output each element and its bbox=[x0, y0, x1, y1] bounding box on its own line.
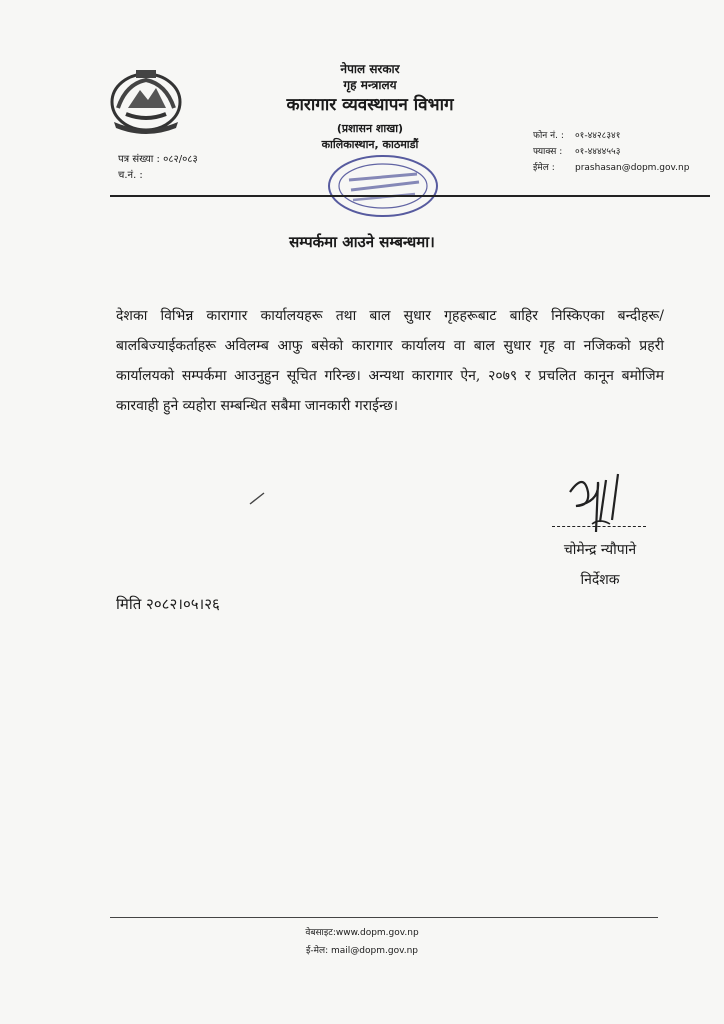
phone-label: फोन नं. : bbox=[533, 131, 564, 141]
office-address: कालिकास्थान, काठमाडौं bbox=[321, 138, 419, 151]
fax-label: फ्याक्स : bbox=[533, 147, 563, 157]
footer-website: वेबसाइट:www.dopm.gov.np bbox=[305, 928, 419, 938]
reference-block bbox=[118, 152, 198, 184]
letter-number: ०८२/०८३ bbox=[163, 154, 198, 165]
pen-mark bbox=[248, 490, 268, 506]
signature-icon bbox=[540, 462, 670, 582]
official-stamp-icon bbox=[323, 150, 443, 222]
signer-title: निर्देशक bbox=[580, 572, 620, 588]
signer-name: चोमेन्द्र न्यौपाने bbox=[563, 542, 637, 558]
letterhead bbox=[250, 62, 490, 152]
fax-number: ०१-४४४४५५३ bbox=[575, 147, 621, 157]
department-name: कारागार व्यवस्थापन विभाग bbox=[286, 95, 454, 115]
letter-number-label: पत्र संख्या : bbox=[118, 154, 160, 165]
footer bbox=[0, 924, 724, 960]
letter-body: देशका विभिन्न कारागार कार्यालयहरू तथा बाल सुधार गृहहरूबाट बाहिर निस्किएका बन्दीहरू/बालबिज्याईकर्ताहरू अविलम्ब आफु बसेको कारागार कार्यालय वा बाल सुधार गृह वा नजिकको प्रहरी कार्यालयको सम्पर्कमा आउनुहुन सूचित गरिन्छ। अन्यथा कारागार ऐन, २०७९ र प्रचलित कानून बमोजिम कारवाही हुने व्यहोरा सम्बन्धित सबैमा जानकारी गराईन्छ। bbox=[116, 308, 664, 414]
ministry-name: गृह मन्त्रालय bbox=[343, 78, 397, 92]
phone-number: ०१-४४२८३४१ bbox=[575, 131, 621, 141]
signature-line bbox=[552, 526, 646, 527]
contact-info bbox=[533, 128, 689, 176]
footer-email: ई-मेल: mail@dopm.gov.np bbox=[305, 946, 418, 956]
header-divider bbox=[110, 195, 710, 197]
email-address: prashasan@dopm.gov.np bbox=[575, 163, 690, 173]
email-label: ईमेल : bbox=[533, 163, 555, 173]
letter-date: मिति २०८२।०५।२६ bbox=[116, 595, 220, 613]
nepal-emblem-icon bbox=[106, 64, 186, 136]
branch-name: (प्रशासन शाखा) bbox=[336, 122, 404, 136]
government-name: नेपाल सरकार bbox=[340, 62, 400, 76]
dispatch-number-label: च.नं. : bbox=[118, 170, 143, 181]
footer-divider bbox=[110, 917, 658, 918]
letter-subject: सम्पर्कमा आउने सम्बन्धमा। bbox=[289, 233, 435, 251]
